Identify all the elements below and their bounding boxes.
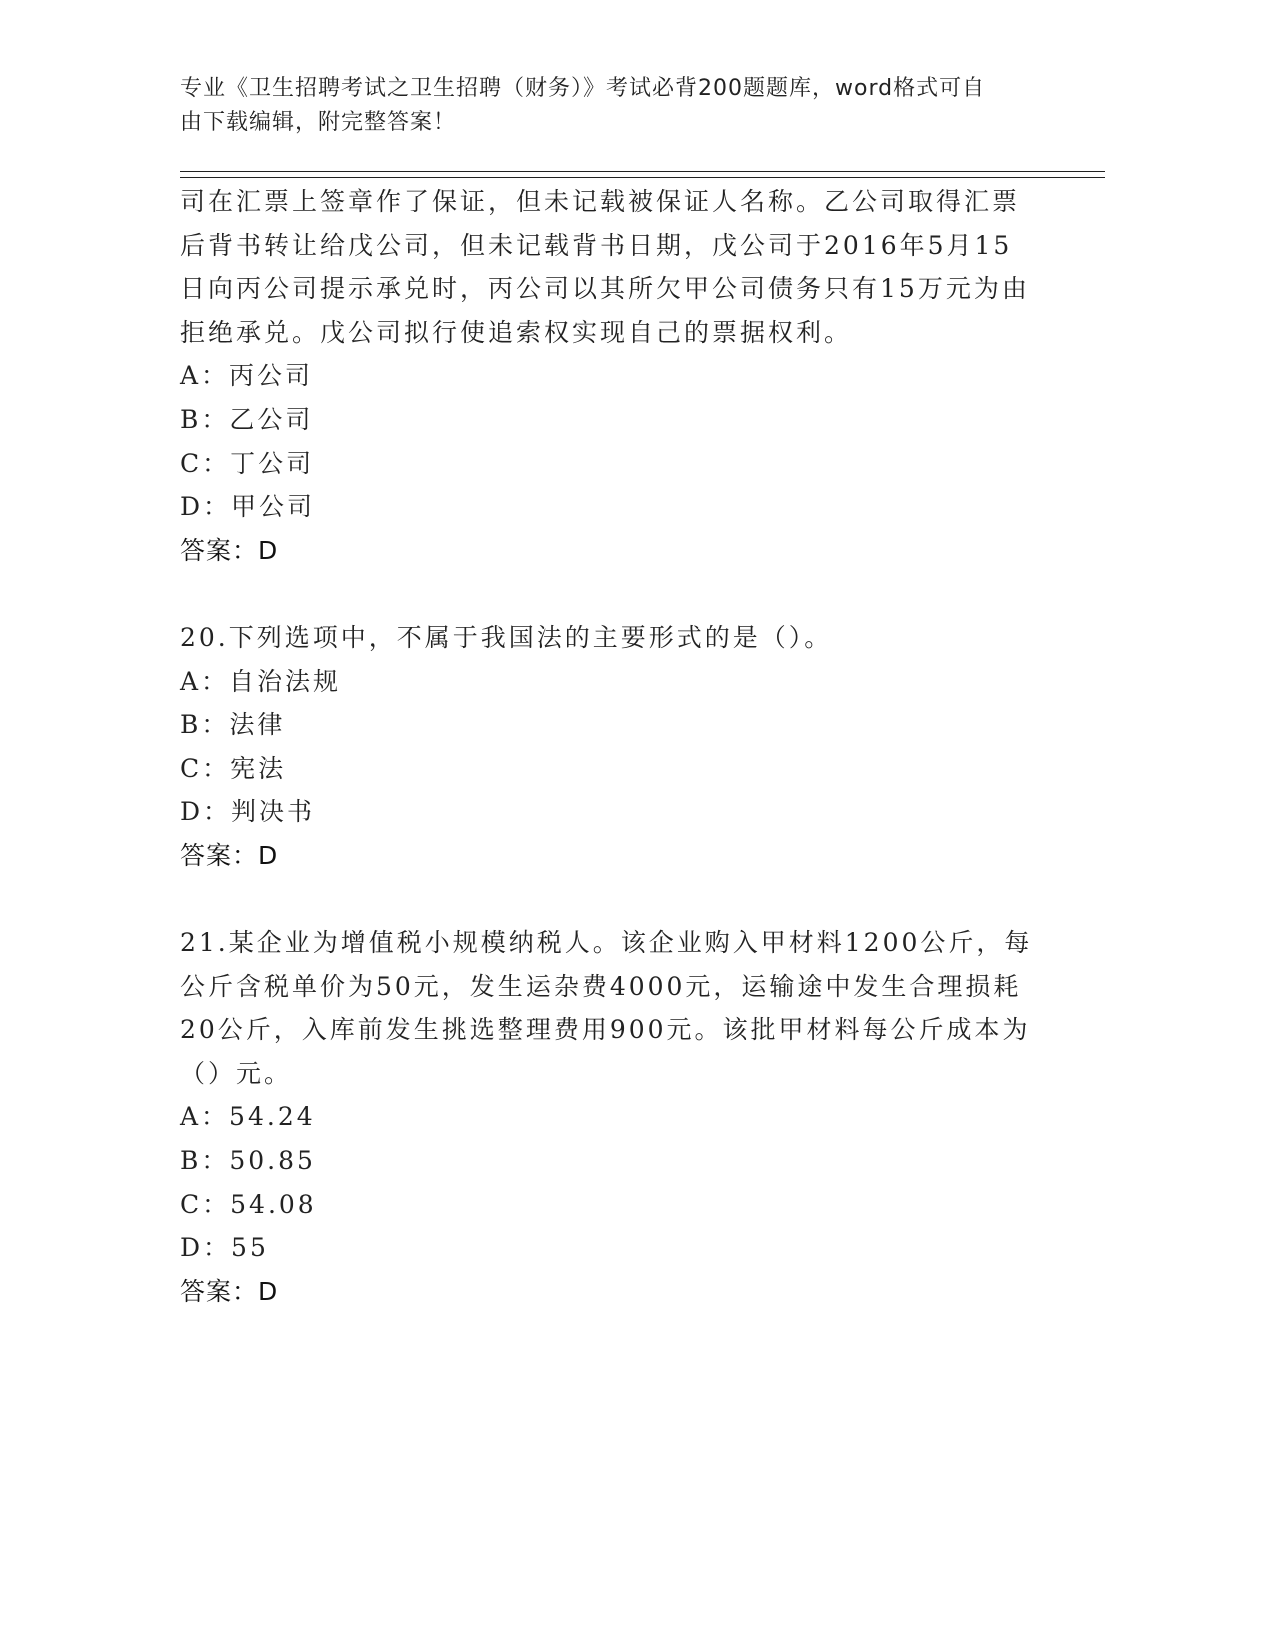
question-21-block [180, 921, 1040, 1313]
question-21-option-d: D：55 [180, 1233, 269, 1263]
spacer [180, 878, 1040, 922]
question-21-text-line: （）元。 [180, 1058, 293, 1088]
spacer [180, 572, 1040, 616]
question-19-text-line: 后背书转让给戊公司，但未记载背书日期，戊公司于2016年5月15 [180, 230, 1013, 260]
question-21-option-a: A：54.24 [180, 1102, 316, 1132]
document-header [180, 72, 1060, 140]
question-19-block [180, 180, 1040, 572]
header-divider-bottom [180, 177, 1105, 178]
question-21-text-line: 公斤含税单价为50元，发生运杂费4000元，运输途中发生合理损耗 [180, 971, 1022, 1001]
question-20-option-a: A：自治法规 [180, 666, 342, 696]
question-20-answer: 答案：D [180, 840, 279, 870]
question-19-text-line: 拒绝承兑。戊公司拟行使追索权实现自己的票据权利。 [180, 317, 853, 347]
question-19-text-line: 日向丙公司提示承兑时，丙公司以其所欠甲公司债务只有15万元为由 [180, 274, 1030, 304]
question-21-answer: 答案：D [180, 1276, 279, 1306]
header-divider-top [180, 171, 1105, 172]
question-20-block [180, 616, 1040, 878]
question-20-option-b: B：法律 [180, 710, 286, 740]
question-21-option-b: B：50.85 [180, 1146, 316, 1176]
question-19-answer: 答案：D [180, 535, 279, 565]
question-content [180, 180, 1040, 1313]
question-21-option-c: C：54.08 [180, 1189, 317, 1219]
header-title-line-2: 由下载编辑，附完整答案！ [180, 110, 457, 135]
question-20-option-c: C：宪法 [180, 753, 287, 783]
question-21-text-line: 20公斤，入库前发生挑选整理费用900元。该批甲材料每公斤成本为 [180, 1015, 1031, 1045]
question-19-option-c: C：丁公司 [180, 448, 315, 478]
question-19-option-b: B：乙公司 [180, 404, 314, 434]
question-20-text: 20.下列选项中，不属于我国法的主要形式的是（）。 [180, 622, 833, 652]
question-19-text-line: 司在汇票上签章作了保证，但未记载被保证人名称。乙公司取得汇票 [180, 187, 1021, 216]
question-21-text-line: 21.某企业为增值税小规模纳税人。该企业购入甲材料1200公斤，每 [180, 928, 1033, 958]
question-19-option-a: A：丙公司 [180, 361, 314, 391]
question-20-option-d: D：判决书 [180, 797, 316, 827]
header-title-line-1: 专业《卫生招聘考试之卫生招聘（财务）》考试必背200题题库，word格式可自 [180, 76, 986, 101]
question-19-option-d: D：甲公司 [180, 492, 316, 522]
